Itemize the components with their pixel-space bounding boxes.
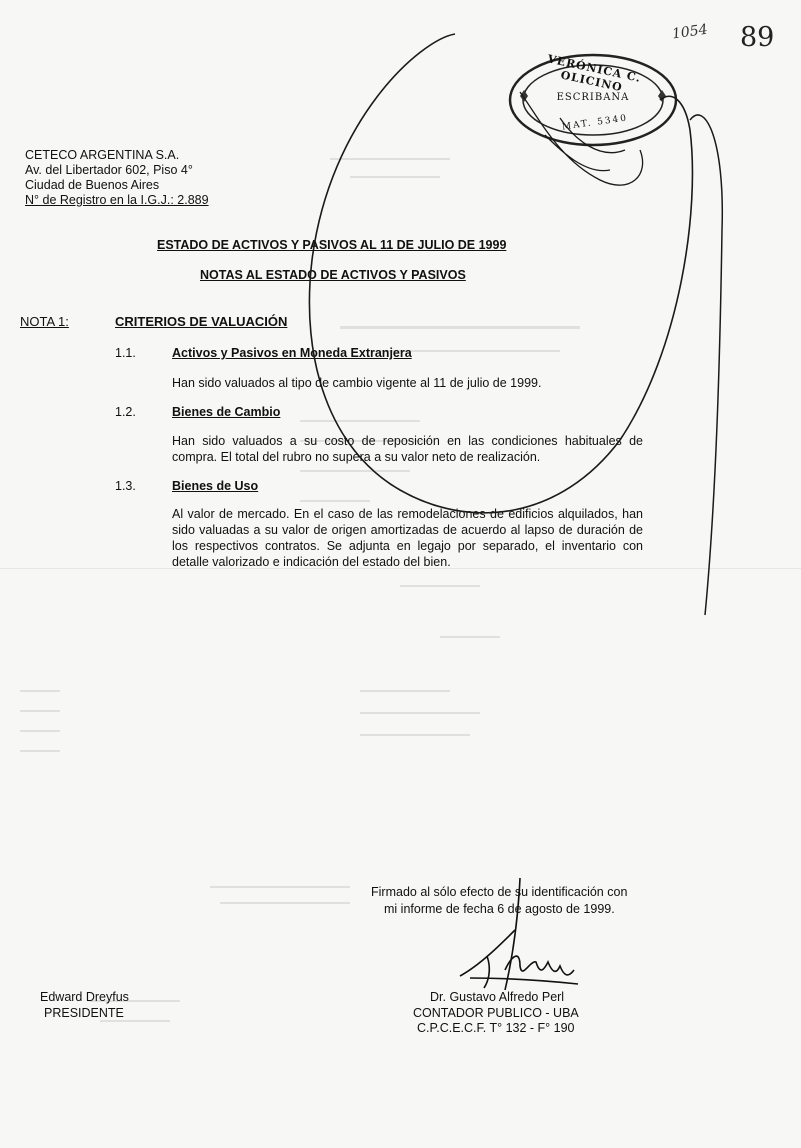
company-registry: N° de Registro en la I.G.J.: 2.889	[25, 193, 209, 207]
item-heading: Bienes de Cambio	[172, 405, 281, 419]
company-header	[25, 148, 209, 208]
signatory-left-name: Edward Dreyfus	[40, 990, 129, 1004]
company-name: CETECO ARGENTINA S.A.	[25, 148, 180, 162]
document-subtitle: NOTAS AL ESTADO DE ACTIVOS Y PASIVOS	[200, 268, 466, 282]
notary-seal	[508, 52, 678, 148]
item-number: 1.2.	[115, 405, 136, 419]
signatory-right-name: Dr. Gustavo Alfredo Perl	[430, 990, 565, 1004]
company-city: Ciudad de Buenos Aires	[25, 178, 160, 192]
signatory-right-role: CONTADOR PUBLICO - UBA	[413, 1006, 579, 1020]
item-heading: Activos y Pasivos en Moneda Extranjera	[172, 346, 412, 360]
item-heading: Bienes de Uso	[172, 479, 259, 493]
seal-title: ESCRIBANA	[556, 92, 630, 103]
note-title: CRITERIOS DE VALUACIÓN	[115, 314, 288, 329]
document-title: ESTADO DE ACTIVOS Y PASIVOS AL 11 DE JULIO DE 1999	[157, 238, 507, 252]
item-number: 1.1.	[115, 346, 136, 360]
item-body: Han sido valuados al tipo de cambio vigente al 11 de julio de 1999.	[172, 376, 542, 390]
company-address: Av. del Libertador 602, Piso 4°	[25, 163, 193, 177]
signature-note-line2: mi informe de fecha 6 de agosto de 1999.	[384, 902, 615, 916]
signature-note-line1: Firmado al sólo efecto de su identificación con	[371, 885, 628, 899]
signatory-left-role: PRESIDENTE	[44, 1006, 124, 1020]
notary-handwritten-tail	[690, 115, 722, 615]
item-number: 1.3.	[115, 479, 136, 493]
signatory-right-registration: C.P.C.E.C.F. T° 132 - F° 190	[417, 1021, 575, 1035]
note-label: NOTA 1:	[20, 314, 69, 329]
page-number: 89	[740, 22, 775, 53]
seal-registration: MAT. 5340	[561, 113, 629, 133]
item-body: Al valor de mercado. En el caso de las remodelaciones de edificios alquilados, han sido valuadas a su valor de origen amortizadas de acuerdo al lapso de duración de los respectivos contratos. Se adjunta en legajo por separado, el inventario con detalle valorizado e indicación del estado del bien.	[172, 507, 643, 569]
seal-name: VERÓNICA C. OLICINO	[546, 52, 643, 95]
handwritten-sheet-number: 1054	[671, 21, 709, 43]
item-body: Han sido valuados a su costo de reposición en las condiciones habituales de compra. El total del rubro no supera a su valor neto de realización.	[172, 434, 643, 464]
